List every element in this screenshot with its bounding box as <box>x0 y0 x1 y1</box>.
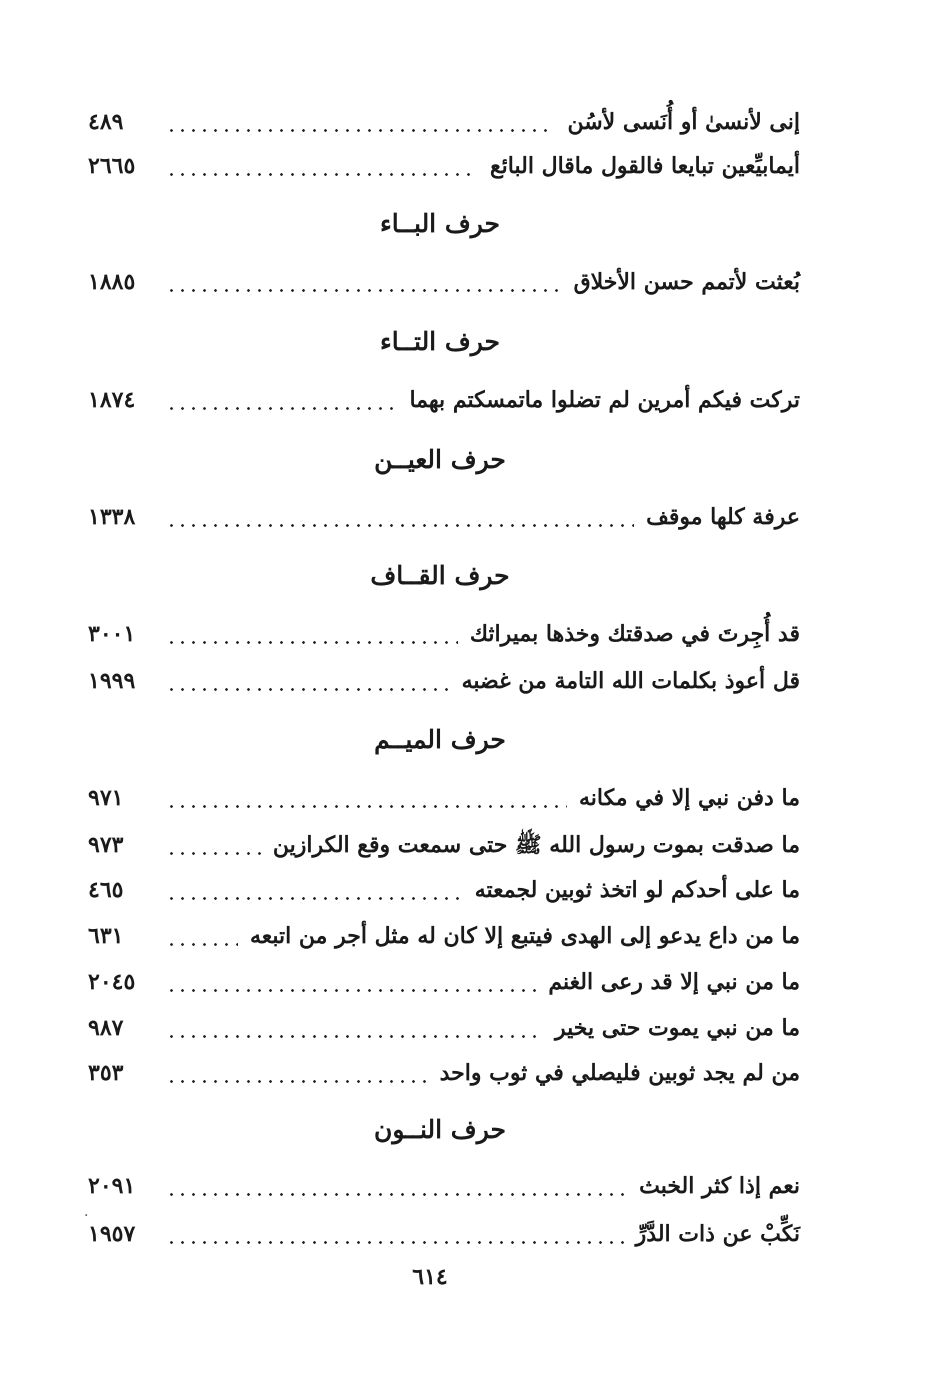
entry-page-number: ٦٣١ <box>88 923 124 949</box>
entry-text: تركت فيكم أمرين لم تضلوا ماتمسكتم بهما <box>409 387 800 413</box>
index-entry <box>88 1053 800 1093</box>
index-entry <box>88 380 800 420</box>
index-entry <box>88 1214 800 1254</box>
dot-leader <box>160 497 634 537</box>
entry-text: قل أعوذ بكلمات الله التامة من غضبه <box>461 668 800 694</box>
entry-text: ما من نبي إلا قد رعى الغنم <box>548 969 800 995</box>
scan-speck: · <box>84 1208 89 1224</box>
entry-page-number: ٢٠٤٥ <box>88 969 136 995</box>
entry-text: ما دفن نبي إلا في مكانه <box>578 785 800 811</box>
entry-page-number: ٩٧٣ <box>88 832 124 858</box>
index-entry <box>88 262 800 302</box>
dot-leader <box>160 962 536 1002</box>
entry-text: عرفة كلها موقف <box>646 504 800 530</box>
entry-page-number: ٢٦٦٥ <box>88 153 136 179</box>
index-entry <box>88 1008 800 1048</box>
entry-page-number: ١٨٧٤ <box>88 387 136 413</box>
entry-page-number: ١٣٣٨ <box>88 504 136 530</box>
dot-leader <box>160 825 261 865</box>
entry-text: ما من نبي يموت حتى يخير <box>554 1015 800 1041</box>
index-entry <box>88 614 800 654</box>
index-entry <box>88 497 800 537</box>
index-entry <box>88 146 800 186</box>
section-heading: حرف القــاف <box>370 561 510 590</box>
index-entry <box>88 870 800 910</box>
section-heading: حرف النــون <box>374 1115 506 1144</box>
index-entry <box>88 102 800 142</box>
entry-text: نعم إذا كثر الخبث <box>639 1173 800 1199</box>
entry-page-number: ٢٠٩١ <box>88 1173 136 1199</box>
entry-text: نَكِّبْ عن ذات الدَّرِّ <box>635 1221 800 1247</box>
entry-page-number: ١٩٥٧ <box>88 1221 136 1247</box>
dot-leader <box>160 146 478 186</box>
dot-leader <box>160 661 450 701</box>
dot-leader <box>160 778 567 818</box>
entry-page-number: ٩٨٧ <box>88 1015 124 1041</box>
dot-leader <box>160 1214 624 1254</box>
entry-text: إنى لأنسىٰ أو أُنَسى لأسُن <box>567 109 800 135</box>
dot-leader <box>160 380 397 420</box>
dot-leader <box>160 614 458 654</box>
entry-page-number: ٩٧١ <box>88 785 124 811</box>
index-entry <box>88 1166 800 1206</box>
entry-page-number: ١٨٨٥ <box>88 269 136 295</box>
entry-text: ما على أحدكم لو اتخذ ثوبين لجمعته <box>474 877 800 903</box>
section-heading: حرف العيــن <box>374 445 506 474</box>
dot-leader <box>160 1053 428 1093</box>
entry-page-number: ١٩٩٩ <box>88 668 136 694</box>
dot-leader <box>160 102 555 142</box>
entry-text: ما صدقت بموت رسول الله ﷺ حتى سمعت وقع الكرازين <box>272 832 800 858</box>
entry-page-number: ٣٠٠١ <box>88 621 136 647</box>
entry-page-number: ٤٦٥ <box>88 877 124 903</box>
section-heading: حرف التــاء <box>380 327 500 356</box>
entry-page-number: ٤٨٩ <box>88 109 124 135</box>
index-entry <box>88 661 800 701</box>
dot-leader <box>160 1008 543 1048</box>
entry-text: من لم يجد ثوبين فليصلي في ثوب واحد <box>439 1060 800 1086</box>
entry-text: بُعثت لأتمم حسن الأخلاق <box>573 269 800 295</box>
index-entry <box>88 778 800 818</box>
entry-page-number: ٣٥٣ <box>88 1060 124 1086</box>
dot-leader <box>160 1166 627 1206</box>
dot-leader <box>160 262 562 302</box>
dot-leader <box>160 916 238 956</box>
entry-text: ما من داع يدعو إلى الهدى فيتبع إلا كان له مثل أجر من اتبعه <box>249 923 800 949</box>
index-entry <box>88 962 800 1002</box>
index-entry <box>88 916 800 956</box>
index-entry <box>88 825 800 865</box>
entry-text: أيمابيِّعين تبايعا فالقول ماقال البائع <box>489 153 800 179</box>
page-number: ٦١٤ <box>412 1264 448 1290</box>
dot-leader <box>160 870 463 910</box>
entry-text: قد أُجِرتَ في صدقتك وخذها بميراثك <box>469 621 800 647</box>
section-heading: حرف البــاء <box>380 209 500 238</box>
section-heading: حرف الميــم <box>374 725 506 754</box>
